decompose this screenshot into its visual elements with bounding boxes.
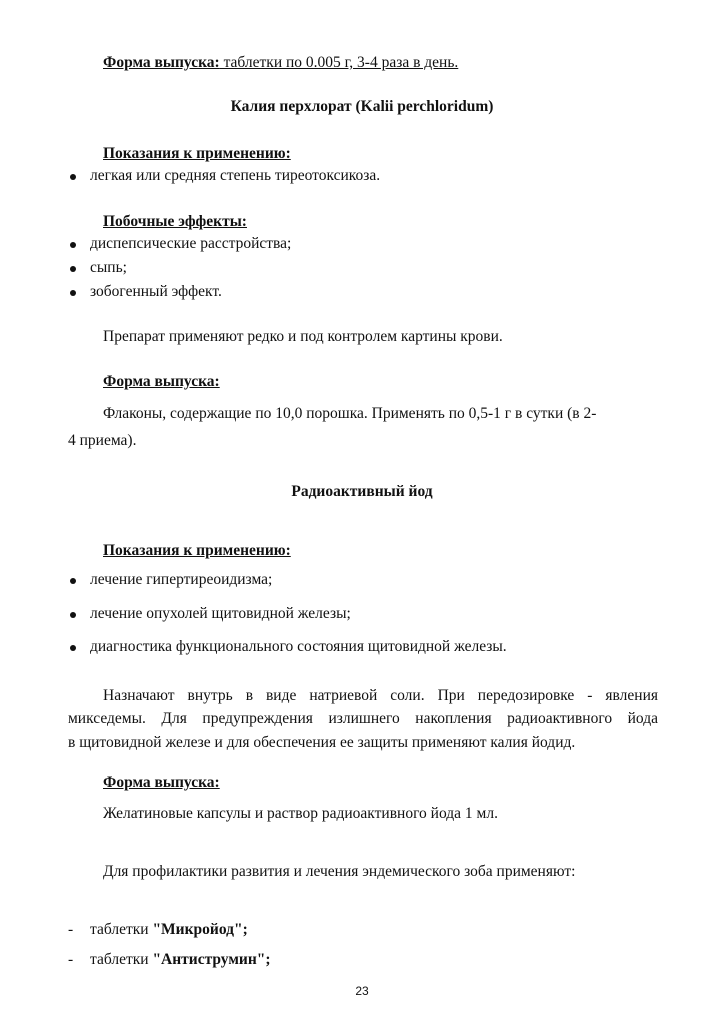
bullet-icon <box>70 174 76 180</box>
kalii-side-effect-item: сыпь; <box>90 259 127 276</box>
prophylaxis-item <box>90 920 248 940</box>
kalii-side-effect-item: диспепсические расстройства; <box>90 235 292 252</box>
radio-paragraph-line-2: микседемы. Для предупреждения излишнего накопления радиоактивного йода <box>68 710 658 727</box>
page-number: 23 <box>355 984 369 998</box>
kalii-indication-item: легкая или средняя степень тиреотоксикоза. <box>90 167 381 184</box>
prophylaxis-item <box>90 950 271 970</box>
radio-indication-item: диагностика функционального состояния щитовидной железы. <box>90 638 507 655</box>
kalii-release-line-2: 4 приема). <box>68 432 137 449</box>
section-title-kalii: Калия перхлорат (Kalii perchloridum) <box>230 98 494 115</box>
dash-marker: - <box>68 921 74 938</box>
radio-paragraph-line-1: Назначают внутрь в виде натриевой соли. При передозировке - явления <box>103 687 658 704</box>
release-line-top <box>103 53 458 73</box>
radio-paragraph-line-3: в щитовидной железе и для обеспечения ее защиты применяют калия йодид. <box>68 734 576 751</box>
kalii-side-effect-item: зобогенный эффект. <box>90 283 222 300</box>
release-text: таблетки по 0.005 г, 3-4 раза в день. <box>219 54 459 71</box>
prophylaxis-item-prefix: таблетки <box>90 921 153 938</box>
prophylaxis-item-prefix: таблетки <box>90 951 153 968</box>
prophylaxis-item-name: "Микройод"; <box>152 921 248 938</box>
bullet-icon <box>70 266 76 272</box>
kalii-side-effects-heading: Побочные эффекты: <box>103 213 247 230</box>
kalii-release-line-1: Флаконы, содержащие по 10,0 порошка. Применять по 0,5-1 г в сутки (в 2- <box>103 405 597 422</box>
release-label: Форма выпуска: <box>103 54 220 71</box>
bullet-icon <box>70 242 76 248</box>
kalii-indications-heading: Показания к применению: <box>103 145 291 162</box>
bullet-icon <box>70 578 76 584</box>
radio-indications-heading: Показания к применению: <box>103 542 291 559</box>
kalii-release-heading: Форма выпуска: <box>103 373 220 390</box>
bullet-icon <box>70 645 76 651</box>
section-title-radio: Радиоактивный йод <box>291 483 433 500</box>
dash-marker: - <box>68 951 74 968</box>
prophylaxis-intro: Для профилактики развития и лечения эндемического зоба применяют: <box>103 863 576 880</box>
radio-release-heading: Форма выпуска: <box>103 774 220 791</box>
radio-release-text: Желатиновые капсулы и раствор радиоактивного йода 1 мл. <box>103 805 498 822</box>
bullet-icon <box>70 612 76 618</box>
bullet-icon <box>70 290 76 296</box>
radio-indication-item: лечение опухолей щитовидной железы; <box>90 605 351 622</box>
prophylaxis-item-name: "Антиструмин"; <box>152 951 271 968</box>
kalii-note: Препарат применяют редко и под контролем картины крови. <box>103 328 503 345</box>
radio-indication-item: лечение гипертиреоидизма; <box>90 571 273 588</box>
